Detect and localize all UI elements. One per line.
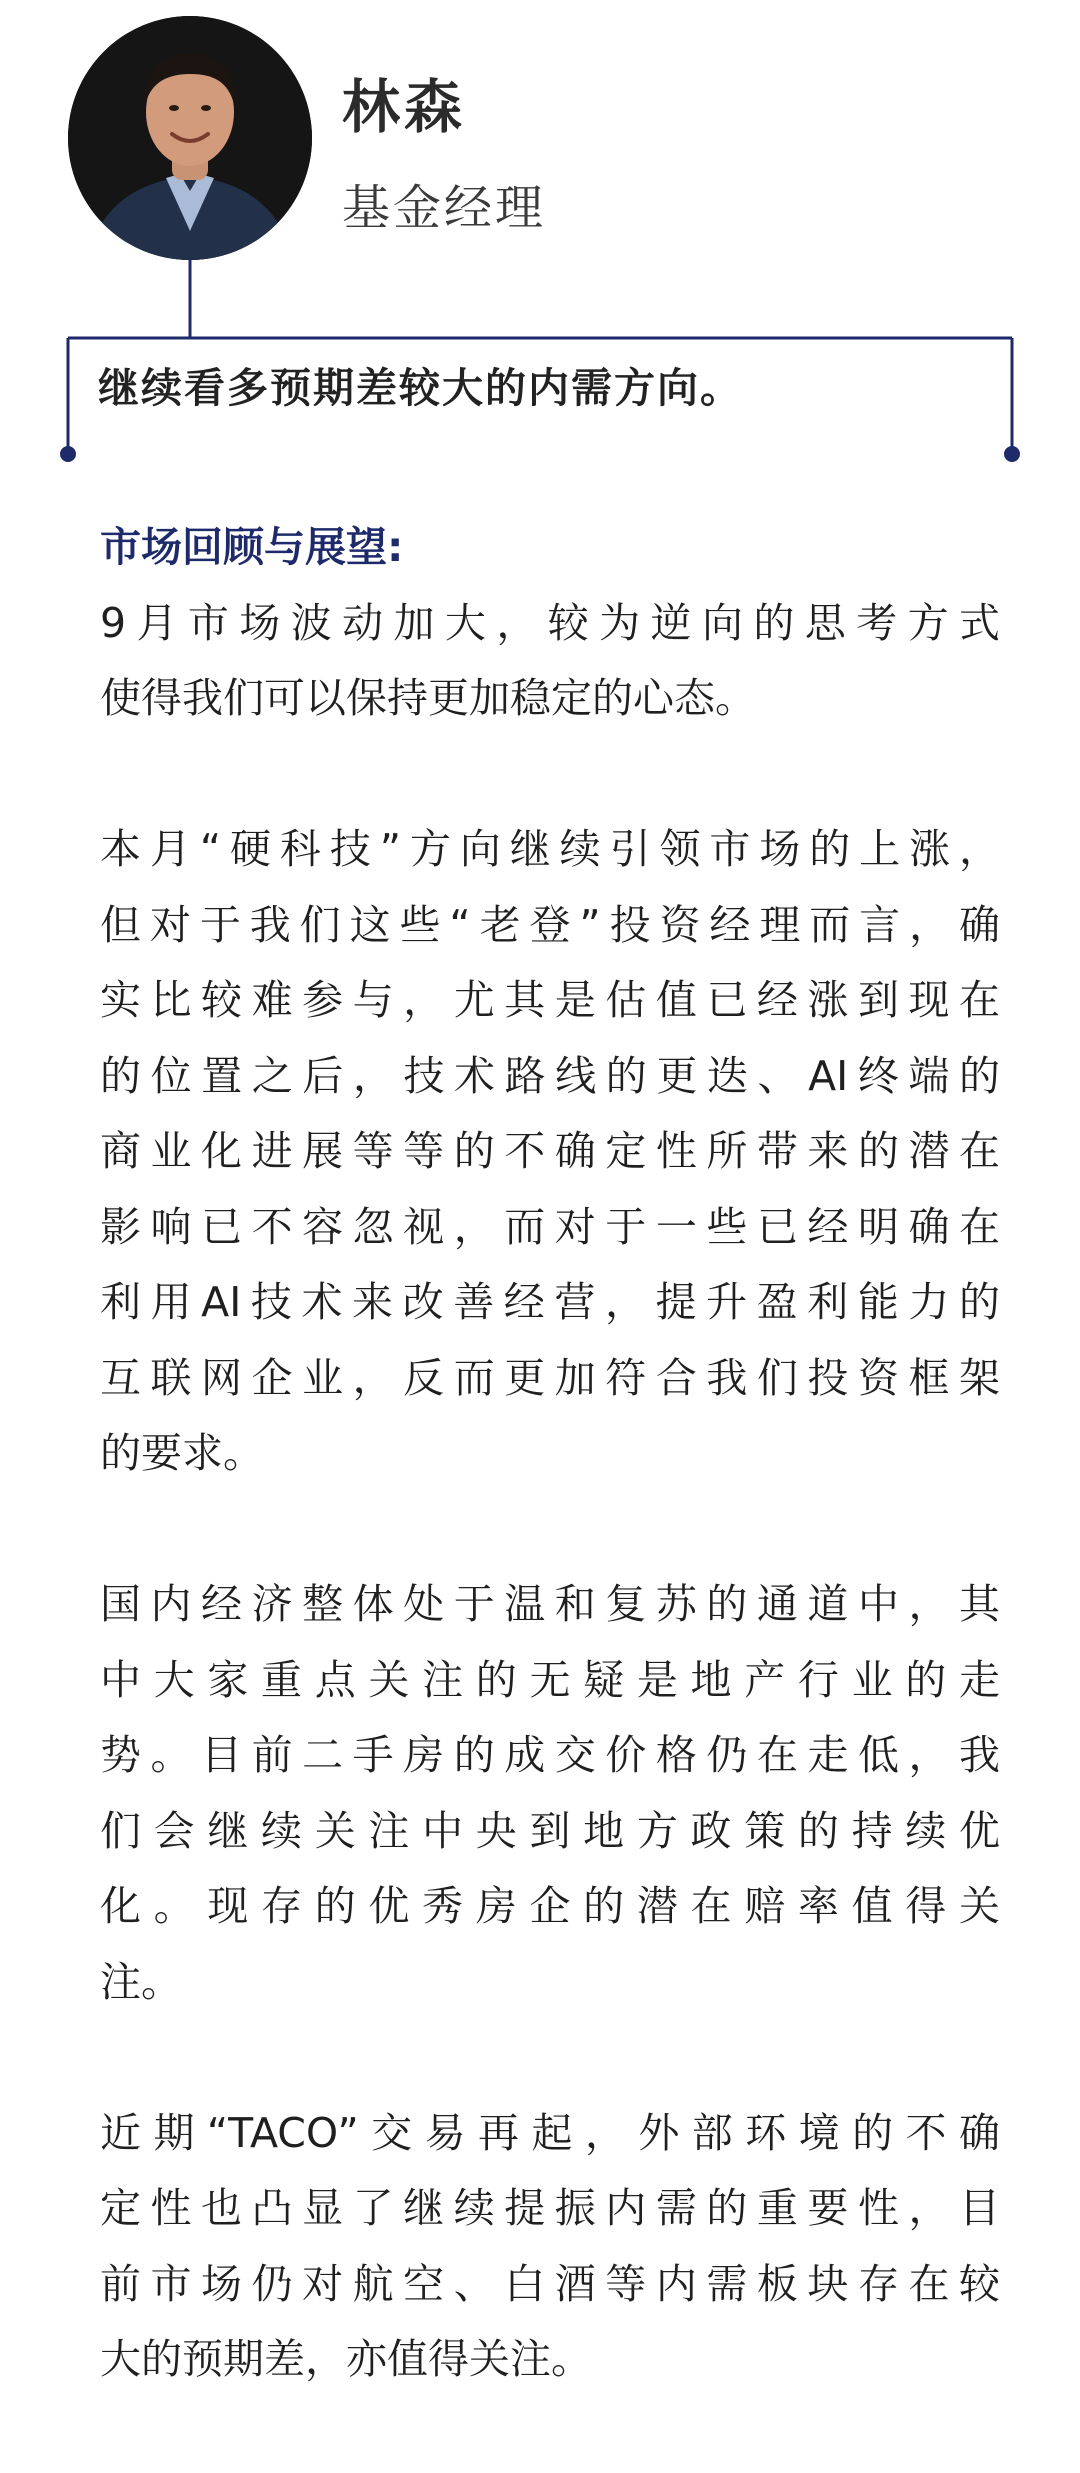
paragraph-line: 互联网企业，反而更加符合我们投资框架 <box>100 1353 1000 1402</box>
paragraph-list <box>100 586 1000 2398</box>
paragraph-line: 化。现存的优秀房企的潜在赔率值得关 <box>100 1882 1000 1930</box>
article-body <box>100 510 1000 2473</box>
paragraph-line: 前市场仍对航空、白酒等内需板块存在较 <box>100 2259 1000 2308</box>
headline: 继续看多预期差较大的内需方向。 <box>98 364 743 412</box>
paragraph-line: 商业化进展等等的不确定性所带来的潜在 <box>100 1127 1000 1175</box>
paragraph-line: 国内经济整体处于温和复苏的通道中，其 <box>100 1580 1000 1628</box>
paragraph <box>100 1567 1000 2020</box>
paragraph <box>100 2096 1000 2398</box>
paragraph-line: 使得我们可以保持更加稳定的心态。 <box>100 674 756 722</box>
paragraph <box>100 812 1000 1492</box>
paragraph-line: 的位置之后，技术路线的更迭、AI终端的 <box>100 1051 1000 1100</box>
paragraph-line: 的要求。 <box>100 1429 264 1477</box>
paragraph-line: 影响已不容忽视，而对于一些已经明确在 <box>100 1202 1000 1251</box>
paragraph-line: 们会继续关注中央到地方政策的持续优 <box>100 1806 1000 1855</box>
bracket-dot-right <box>1004 446 1020 462</box>
paragraph-line: 利用AI技术来改善经营，提升盈利能力的 <box>100 1278 1000 1326</box>
paragraph-line: 注。 <box>100 1957 182 2006</box>
bracket-dot-left <box>60 446 76 462</box>
paragraph-line: 定性也凸显了继续提振内需的重要性，目 <box>100 2184 1000 2232</box>
paragraph-line: 势。目前二手房的成交价格仍在走低，我 <box>100 1731 1000 1779</box>
manager-title: 基金经理 <box>342 180 547 236</box>
paragraph <box>100 586 1000 737</box>
paragraph-line: 本月“硬科技”方向继续引领市场的上涨， <box>100 825 1000 873</box>
paragraph-line: 近期“TACO”交易再起，外部环境的不确 <box>100 2108 1000 2157</box>
section-heading: 市场回顾与展望: <box>100 523 404 571</box>
manager-name: 林森 <box>342 73 467 141</box>
paragraph-line: 大的预期差，亦值得关注。 <box>100 2335 592 2383</box>
paragraph-line: 中大家重点关注的无疑是地产行业的走 <box>100 1655 1000 1704</box>
paragraph-line: 但对于我们这些“老登”投资经理而言，确 <box>100 900 1000 949</box>
paragraph-line: 实比较难参与，尤其是估值已经涨到现在 <box>100 976 1000 1024</box>
paragraph-line: 9月市场波动加大，较为逆向的思考方式 <box>100 598 1000 647</box>
